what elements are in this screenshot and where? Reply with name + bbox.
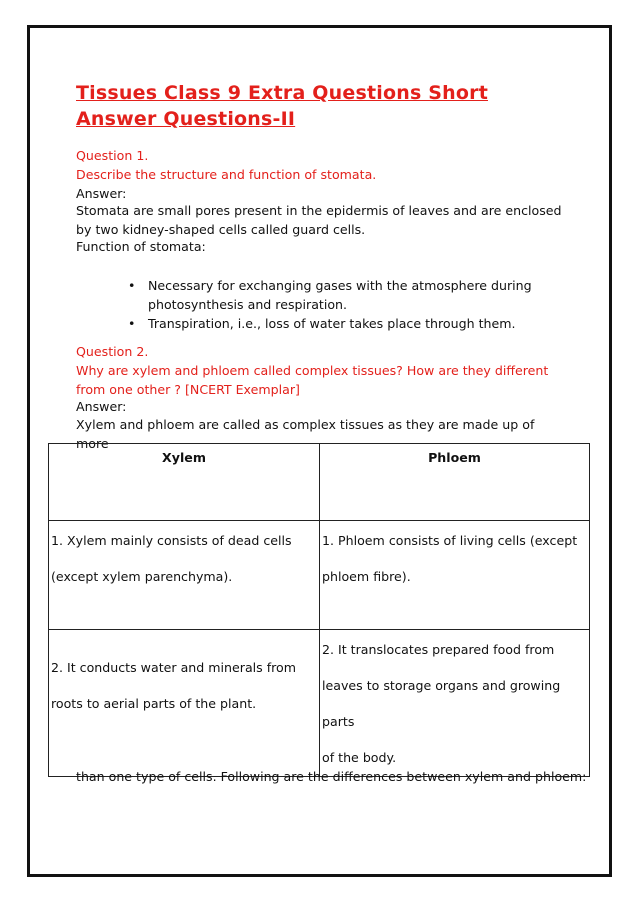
header-xylem: Xylem xyxy=(49,444,320,521)
cell-phloem xyxy=(320,521,590,630)
cell-line: 2. It conducts water and minerals from xyxy=(51,660,297,675)
answer-2-continuation: than one type of cells. Following are the differences between xylem and phloem: xyxy=(76,769,587,784)
cell-line: of the body. xyxy=(322,750,397,765)
answer-1-label: Answer: xyxy=(76,186,127,201)
cell-line: phloem fibre). xyxy=(322,569,411,584)
cell-line: 1. Xylem mainly consists of dead cells xyxy=(51,533,292,548)
list-item: • Transpiration, i.e., loss of water takes place through them. xyxy=(118,314,538,333)
header-phloem: Phloem xyxy=(320,444,590,521)
question-2-text: Why are xylem and phloem called complex tissues? How are they different from one other ? [NCERT Exemplar] xyxy=(76,363,549,397)
cell-line: 1. Phloem consists of living cells (except xyxy=(322,533,578,548)
answer-2-text: Xylem and phloem are called as complex tissues as they are made up of more xyxy=(76,417,535,451)
cell-phloem xyxy=(320,630,590,777)
table-row xyxy=(49,521,590,630)
page-title: Tissues Class 9 Extra Questions Short Answer Questions-II xyxy=(76,82,488,130)
function-heading: Function of stomata: xyxy=(76,239,206,254)
cell-xylem xyxy=(49,630,320,777)
answer-1-text: Stomata are small pores present in the epidermis of leaves and are enclosed by two kidney-shaped cells called guard cells. xyxy=(76,203,562,237)
question-1-label: Question 1. xyxy=(76,148,149,163)
table-row xyxy=(49,630,590,777)
cell-line: (except xylem parenchyma). xyxy=(51,569,233,584)
cell-line: 2. It translocates prepared food from xyxy=(322,642,555,657)
cell-xylem xyxy=(49,521,320,630)
cell-line: roots to aerial parts of the plant. xyxy=(51,696,257,711)
comparison-table xyxy=(48,443,590,777)
table-header-row xyxy=(49,444,590,521)
question-1-text: Describe the structure and function of stomata. xyxy=(76,167,377,182)
answer-2-label: Answer: xyxy=(76,399,127,414)
function-list xyxy=(118,276,538,333)
question-2-label: Question 2. xyxy=(76,344,149,359)
cell-line: leaves to storage organs and growing parts xyxy=(322,678,561,729)
list-item: • Necessary for exchanging gases with the atmosphere during photosynthesis and respiration. xyxy=(118,276,538,314)
